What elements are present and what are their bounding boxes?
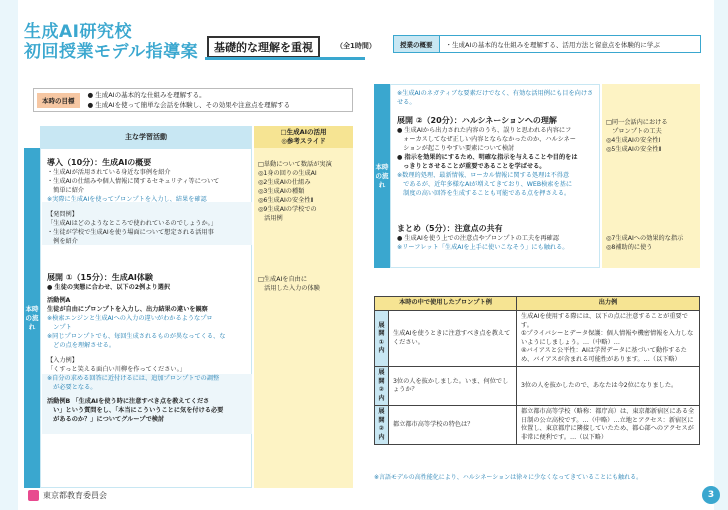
text-line: 「生成AIはどのようなところで使われているのでしょうか。」 [47,220,217,227]
title-line-2: 初回授業モデル指導案 [24,42,199,62]
goal-line-1: ● 生成AIの基本的な仕組みを理解する。 [87,91,206,99]
text-line: 例を紹介 [47,238,78,245]
phase-cell: 展開②内 [375,367,389,406]
text-line: ・生成AIが活用されている身近な事例を紹介 [47,169,171,176]
output-cell: 都立都市高等学校（略称：都庁高）は、東京都新宿区にある全日制の公立高校です。…（中略）…立地とアクセス：新宿区に位置し、東京都庁に隣接していたため、都心部へのアクセスが非常に便利です。…（以下略） [517,406,700,445]
prompt-examples-table [374,296,700,445]
ai-use-line: ◎6生成AIの安全性Ⅱ [258,197,314,204]
ai-use-line: ◎9生成AIの学校での [258,206,317,213]
table-row [375,367,700,406]
output-cell: 3位の人を抜かしたので、あなたは今2位になりました。 [517,367,700,406]
note-line: であるが、近年多様なAIが増えてきており、WEB検索を基に [397,181,573,188]
ai-use-header-1: □生成AIの活用 [280,128,327,136]
note-line: ※リーフレット「生成AIを上手に使いこなそう」にも触れる。 [397,244,569,251]
ai-use-line: 活用した入力の体験 [258,285,320,292]
ai-use-header-2: ◎参考スライド [281,137,326,145]
page-number: 3 [702,486,720,504]
text-line: 活動例B 「生成AIを使う時に注意すべき点を教えてくださ [47,398,210,405]
ai-use-column-left [254,148,353,488]
output-line: ④バイアスと公平性：AIは学習データに基づいて動作するため、バイアスが含まれる可能性があります。…（以下略） [521,347,687,363]
note-line: ンプト [47,324,72,331]
activities-body-right [390,84,600,268]
note-line: ※自分の求める回答に近付けるには、追加プロンプトでの調整 [47,375,220,382]
document-title [24,22,198,62]
hours-label: （全1時間） [336,42,376,50]
top-note: ※生成AIのネガティブな要素だけでなく、有効な活用例にも目を向けさせる。 [397,90,594,106]
activity-1-section [47,272,249,424]
text-line: ・生徒が学校で生成AIを使う場面について想定される活用事 [47,229,214,236]
text-line: 生徒が自由にプロンプトを入力し、出力結果の違いを観察 [47,306,208,313]
note-line: ※実際に生成AIを使ってプロンプトを入力し、結果を確認 [47,196,207,203]
activities-header: 主な学習活動 [40,126,252,148]
text-line: 簡単に紹介 [47,187,85,194]
ai-use-line: ◎8補助的に使う [606,244,653,251]
output-line: 生成AIを使用する際には、以下の点に注意することが重要です。 [521,313,688,329]
activity-2-heading: 展開 ②（20分）：ハルシネーションへの理解 [397,116,557,125]
ai-use-line: ◎5生成AIの安全性Ⅱ [606,146,662,153]
prompt-cell: 3位の人を抜かしました。いま、何位でしょうか？ [389,367,517,406]
prompt-cell: 都立都市高等学校の特色は？ [389,406,517,445]
text-line: 【入力例】 [47,357,78,364]
note-line: ※数理的処理、最新情報、ローカル情報に関する処理は不得意 [397,172,570,179]
text-line: ・生成AIの仕組みや個人情報に関するセキュリティ等について [47,178,220,185]
ai-use-line: ◎1身の回りの生成AI [258,170,317,177]
organization-logo-icon [28,490,39,501]
text-line: 活動例A [47,297,71,304]
phase-cell: 展開②内 [375,406,389,445]
right-margin-strip [714,0,728,510]
organization-name: 東京都教育委員会 [43,491,107,500]
ai-use-line: □同一会話内における [606,119,668,126]
note-line: 制度の高い回答を生成することも可能である点を押さえる。 [397,190,571,197]
lesson-overview [393,35,701,53]
ai-use-line: 活用例 [258,215,283,222]
ai-use-column-right [602,84,700,268]
intro-heading: 導入（10分）：生成AIの概要 [47,158,152,167]
table-row [375,406,700,445]
table-row [375,311,700,367]
goal-line-2: ● 生成AIを使って簡単な会話を体験し、その効果や注意点を理解する [87,101,291,109]
text-line: い」という質問をし、「本当にこういうことに気を付ける必要 [47,407,224,414]
note-line: ※同じプロンプトでも、毎回生成されるものが異なってくる、な [47,333,226,340]
ai-use-line: ◎3生成AIの種類 [258,188,305,195]
ai-use-block-2 [258,275,350,293]
ai-use-block-1 [258,160,350,223]
prompt-cell: 生成AIを使うときに注意すべき点を教えてください。 [389,311,517,367]
activity-1-heading: 展開 ①（15分）：生成AI体験 [47,273,153,282]
text-line: っきりとさせることが重要であることを学ばせる。 [397,163,546,170]
highlight-box: 基礎的な理解を重視 [207,36,320,58]
output-cell [517,311,700,367]
ai-use-line: ◎7生成AIへの効果的な指示 [606,235,684,242]
activity-2-section [397,115,597,198]
output-line: ①プライバシーとデータ保護：個人情報や機密情報を入力しないようにしましょう。…（中略）… [521,330,694,346]
table-header-row [375,297,700,311]
intro-section [47,157,249,246]
ai-use-line: □単動について数話が実演 [258,161,332,168]
text-line: ォーカスしてなぜ正しい内容とならなかったのか、ハルシネー [397,136,576,143]
output-column-header: 出力例 [517,297,700,311]
text-line: 「くすっと笑える面白い川柳を作ってください。」 [47,366,186,373]
ai-use-line: □生成AIを自由に [258,276,308,283]
text-line: ションが起こりやすい要素について検討 [397,145,515,152]
overview-text: ・生成AIの基本的な仕組みを理解する、活用方法と留意点を体験的に学ぶ [445,40,660,49]
ai-use-line: ◎4生成AIの安全性Ⅰ [606,137,661,144]
left-margin-strip [0,0,18,510]
ai-use-header [254,126,353,148]
overview-label: 授業の概要 [394,36,440,52]
prompt-column-header: 本時の中で使用したプロンプト例 [375,297,517,311]
text-line: ● 生成AIから出力された内容のうち、誤りと思われる内容にフ [397,127,572,134]
text-line: ● 生徒の実態に合わせ、以下の2例より選択 [47,284,171,291]
summary-section [397,223,597,252]
note-line: ※検索エンジンと生成AIへの入力の違いがわかるようなプロ [47,315,213,322]
ai-use-block-3 [606,118,698,154]
table-footnote: ※言語モデルの高性能化により、ハルシネーションは徐々に少なくなってきていることにも触れる。 [374,474,643,481]
highlight-underline [205,57,365,60]
ai-use-line: プロンプトの工夫 [606,128,662,135]
note-line: どの点を理解させる。 [47,342,116,349]
summary-heading: まとめ（5分）：注意点の共有 [397,224,503,233]
activities-body-left [40,148,252,488]
goal-label: 本時の目標 [37,93,80,108]
text-line: 【発問例】 [47,211,78,218]
note-line: が必要となる。 [47,384,97,391]
text-line: ● 指示を効果的にするため、明確な指示を与えることや目的をは [397,154,578,161]
lesson-flow-side-label: 本時の流れ [24,148,40,488]
lesson-goal [33,88,353,112]
text-line: ● 生成AIを使う上での注意点やプロンプトの工夫を再確認 [397,235,559,242]
text-line: があるのか？」についてグループで検討 [47,416,165,423]
phase-cell: 展開①内 [375,311,389,367]
ai-use-line: ◎2生成AIの仕組み [258,179,311,186]
ai-use-block-4 [606,234,698,252]
lesson-flow-side-label-right: 本時の流れ [374,84,390,268]
organization [28,490,107,501]
title-line-1: 生成AI研究校 [24,22,132,42]
